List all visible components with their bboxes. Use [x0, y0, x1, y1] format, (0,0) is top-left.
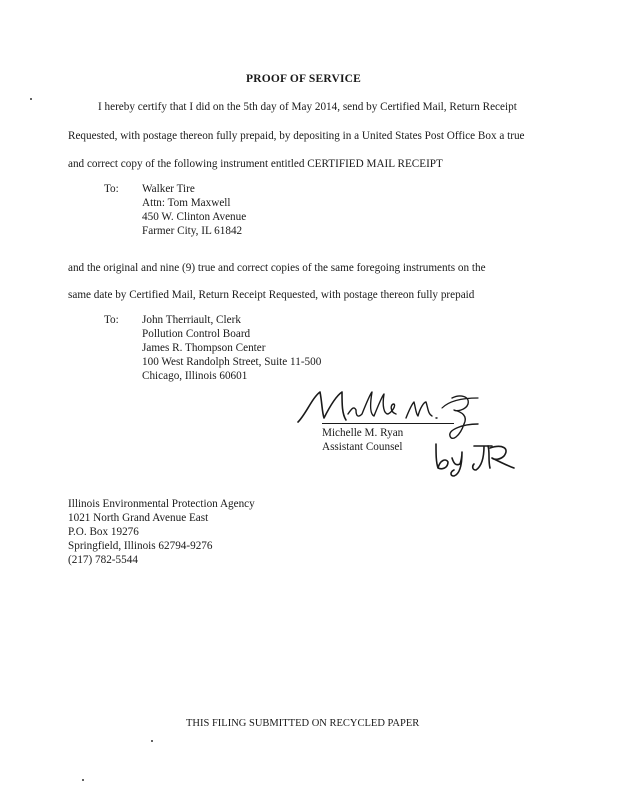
recipient-1-to-label: To: [104, 183, 119, 195]
agency-line: (217) 782-5544 [68, 554, 138, 566]
agency-line: 1021 North Grand Avenue East [68, 512, 209, 524]
recipient-2-to-label: To: [104, 314, 119, 326]
paragraph-1-line-2: Requested, with postage thereon fully prepaid, by depositing in a United States Post Office Box a true [68, 130, 525, 142]
scan-speck [30, 98, 32, 100]
page-title: PROOF OF SERVICE [246, 73, 362, 85]
paragraph-1-line-1: I hereby certify that I did on the 5th day of May 2014, send by Certified Mail, Return Receipt [98, 101, 517, 113]
recipient-2-line: Chicago, Illinois 60601 [142, 370, 248, 382]
recipient-1-line: Walker Tire [142, 183, 195, 195]
scan-speck [82, 779, 84, 781]
signature-line [322, 423, 454, 424]
recipient-1-line: Farmer City, IL 61842 [142, 225, 243, 237]
handwritten-initials [430, 438, 520, 478]
scan-speck [151, 740, 153, 742]
paragraph-2-line-1: and the original and nine (9) true and correct copies of the same foregoing instruments on the [68, 262, 486, 274]
recipient-1-line: Attn: Tom Maxwell [142, 197, 231, 209]
agency-line: Illinois Environmental Protection Agency [68, 498, 255, 510]
recycled-paper-footer: THIS FILING SUBMITTED ON RECYCLED PAPER [186, 718, 420, 729]
recipient-2-line: 100 West Randolph Street, Suite 11-500 [142, 356, 322, 368]
agency-line: Springfield, Illinois 62794-9276 [68, 540, 213, 552]
recipient-2-line: James R. Thompson Center [142, 342, 266, 354]
paragraph-2-line-2: same date by Certified Mail, Return Receipt Requested, with postage thereon fully prepaid [68, 289, 475, 301]
recipient-2-line: Pollution Control Board [142, 328, 251, 340]
recipient-2-line: John Therriault, Clerk [142, 314, 241, 326]
recipient-1-line: 450 W. Clinton Avenue [142, 211, 247, 223]
agency-line: P.O. Box 19276 [68, 526, 139, 538]
paragraph-1-line-3: and correct copy of the following instrument entitled CERTIFIED MAIL RECEIPT [68, 158, 443, 170]
signatory-position: Assistant Counsel [322, 441, 403, 453]
signatory-name: Michelle M. Ryan [322, 427, 404, 439]
